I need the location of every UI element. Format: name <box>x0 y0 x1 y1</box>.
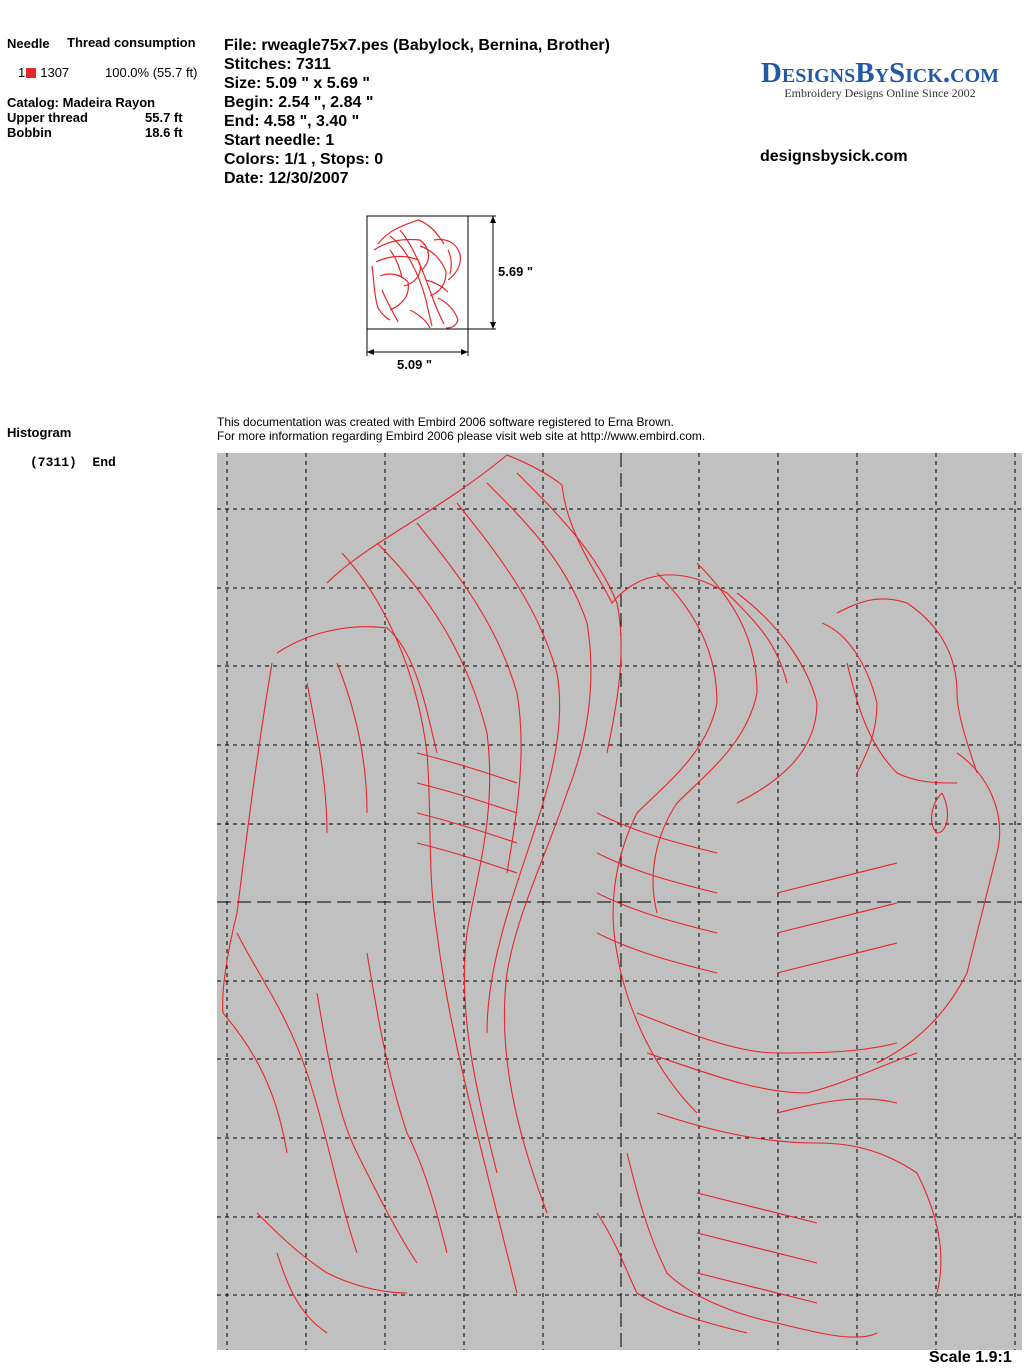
colors-stops: Colors: 1/1 , Stops: 0 <box>224 151 384 168</box>
brand-wordmark: DesignsBySick.com <box>760 57 1000 89</box>
begin-coords: Begin: 2.54 ", 2.84 " <box>224 94 374 111</box>
brand-logo <box>760 58 1000 101</box>
thread-consumption-header: Thread consumption <box>67 35 196 50</box>
file-name: File: rweagle75x7.pes (Babylock, Bernina, Brother) <box>224 37 610 54</box>
catalog-label: Catalog: Madeira Rayon <box>7 95 156 110</box>
embird-note-line1: This documentation was created with Embird 2006 software registered to Erna Brown. <box>217 415 674 429</box>
thumbnail-width-label: 5.09 " <box>397 357 433 372</box>
design-date: Date: 12/30/2007 <box>224 170 349 187</box>
needle-header: Needle <box>7 36 50 51</box>
design-stitches <box>223 455 1000 1337</box>
bobbin-label: Bobbin <box>7 125 52 140</box>
brand-tagline: Embroidery Designs Online Since 2002 <box>784 86 976 100</box>
website-text: designsbysick.com <box>760 148 908 165</box>
upper-thread-label: Upper thread <box>7 110 88 125</box>
start-needle: Start needle: 1 <box>224 132 335 149</box>
needle-row <box>18 65 69 80</box>
bobbin-value: 18.6 ft <box>145 125 183 140</box>
upper-thread-value: 55.7 ft <box>145 110 183 125</box>
stitch-count: Stitches: 7311 <box>224 56 331 73</box>
thread-code: 1307 <box>40 65 70 80</box>
embird-note <box>217 415 705 443</box>
design-preview <box>217 453 1022 1350</box>
thread-color-swatch <box>26 68 36 78</box>
thread-percent: 100.0% (55.7 ft) <box>105 65 198 80</box>
file-info <box>224 36 610 188</box>
histogram-title: Histogram <box>7 425 72 440</box>
scale-label: Scale 1.9:1 <box>929 1349 1012 1366</box>
design-size: Size: 5.09 " x 5.69 " <box>224 75 370 92</box>
thumbnail-height-label: 5.69 " <box>498 264 534 279</box>
histogram-entry: (7311) End <box>30 455 116 470</box>
embird-note-line2: For more information regarding Embird 2006 please visit web site at http://www.embird.com. <box>217 429 706 443</box>
design-thumbnail <box>360 210 550 380</box>
needle-number: 1 <box>18 65 26 80</box>
end-coords: End: 4.58 ", 3.40 " <box>224 113 360 130</box>
